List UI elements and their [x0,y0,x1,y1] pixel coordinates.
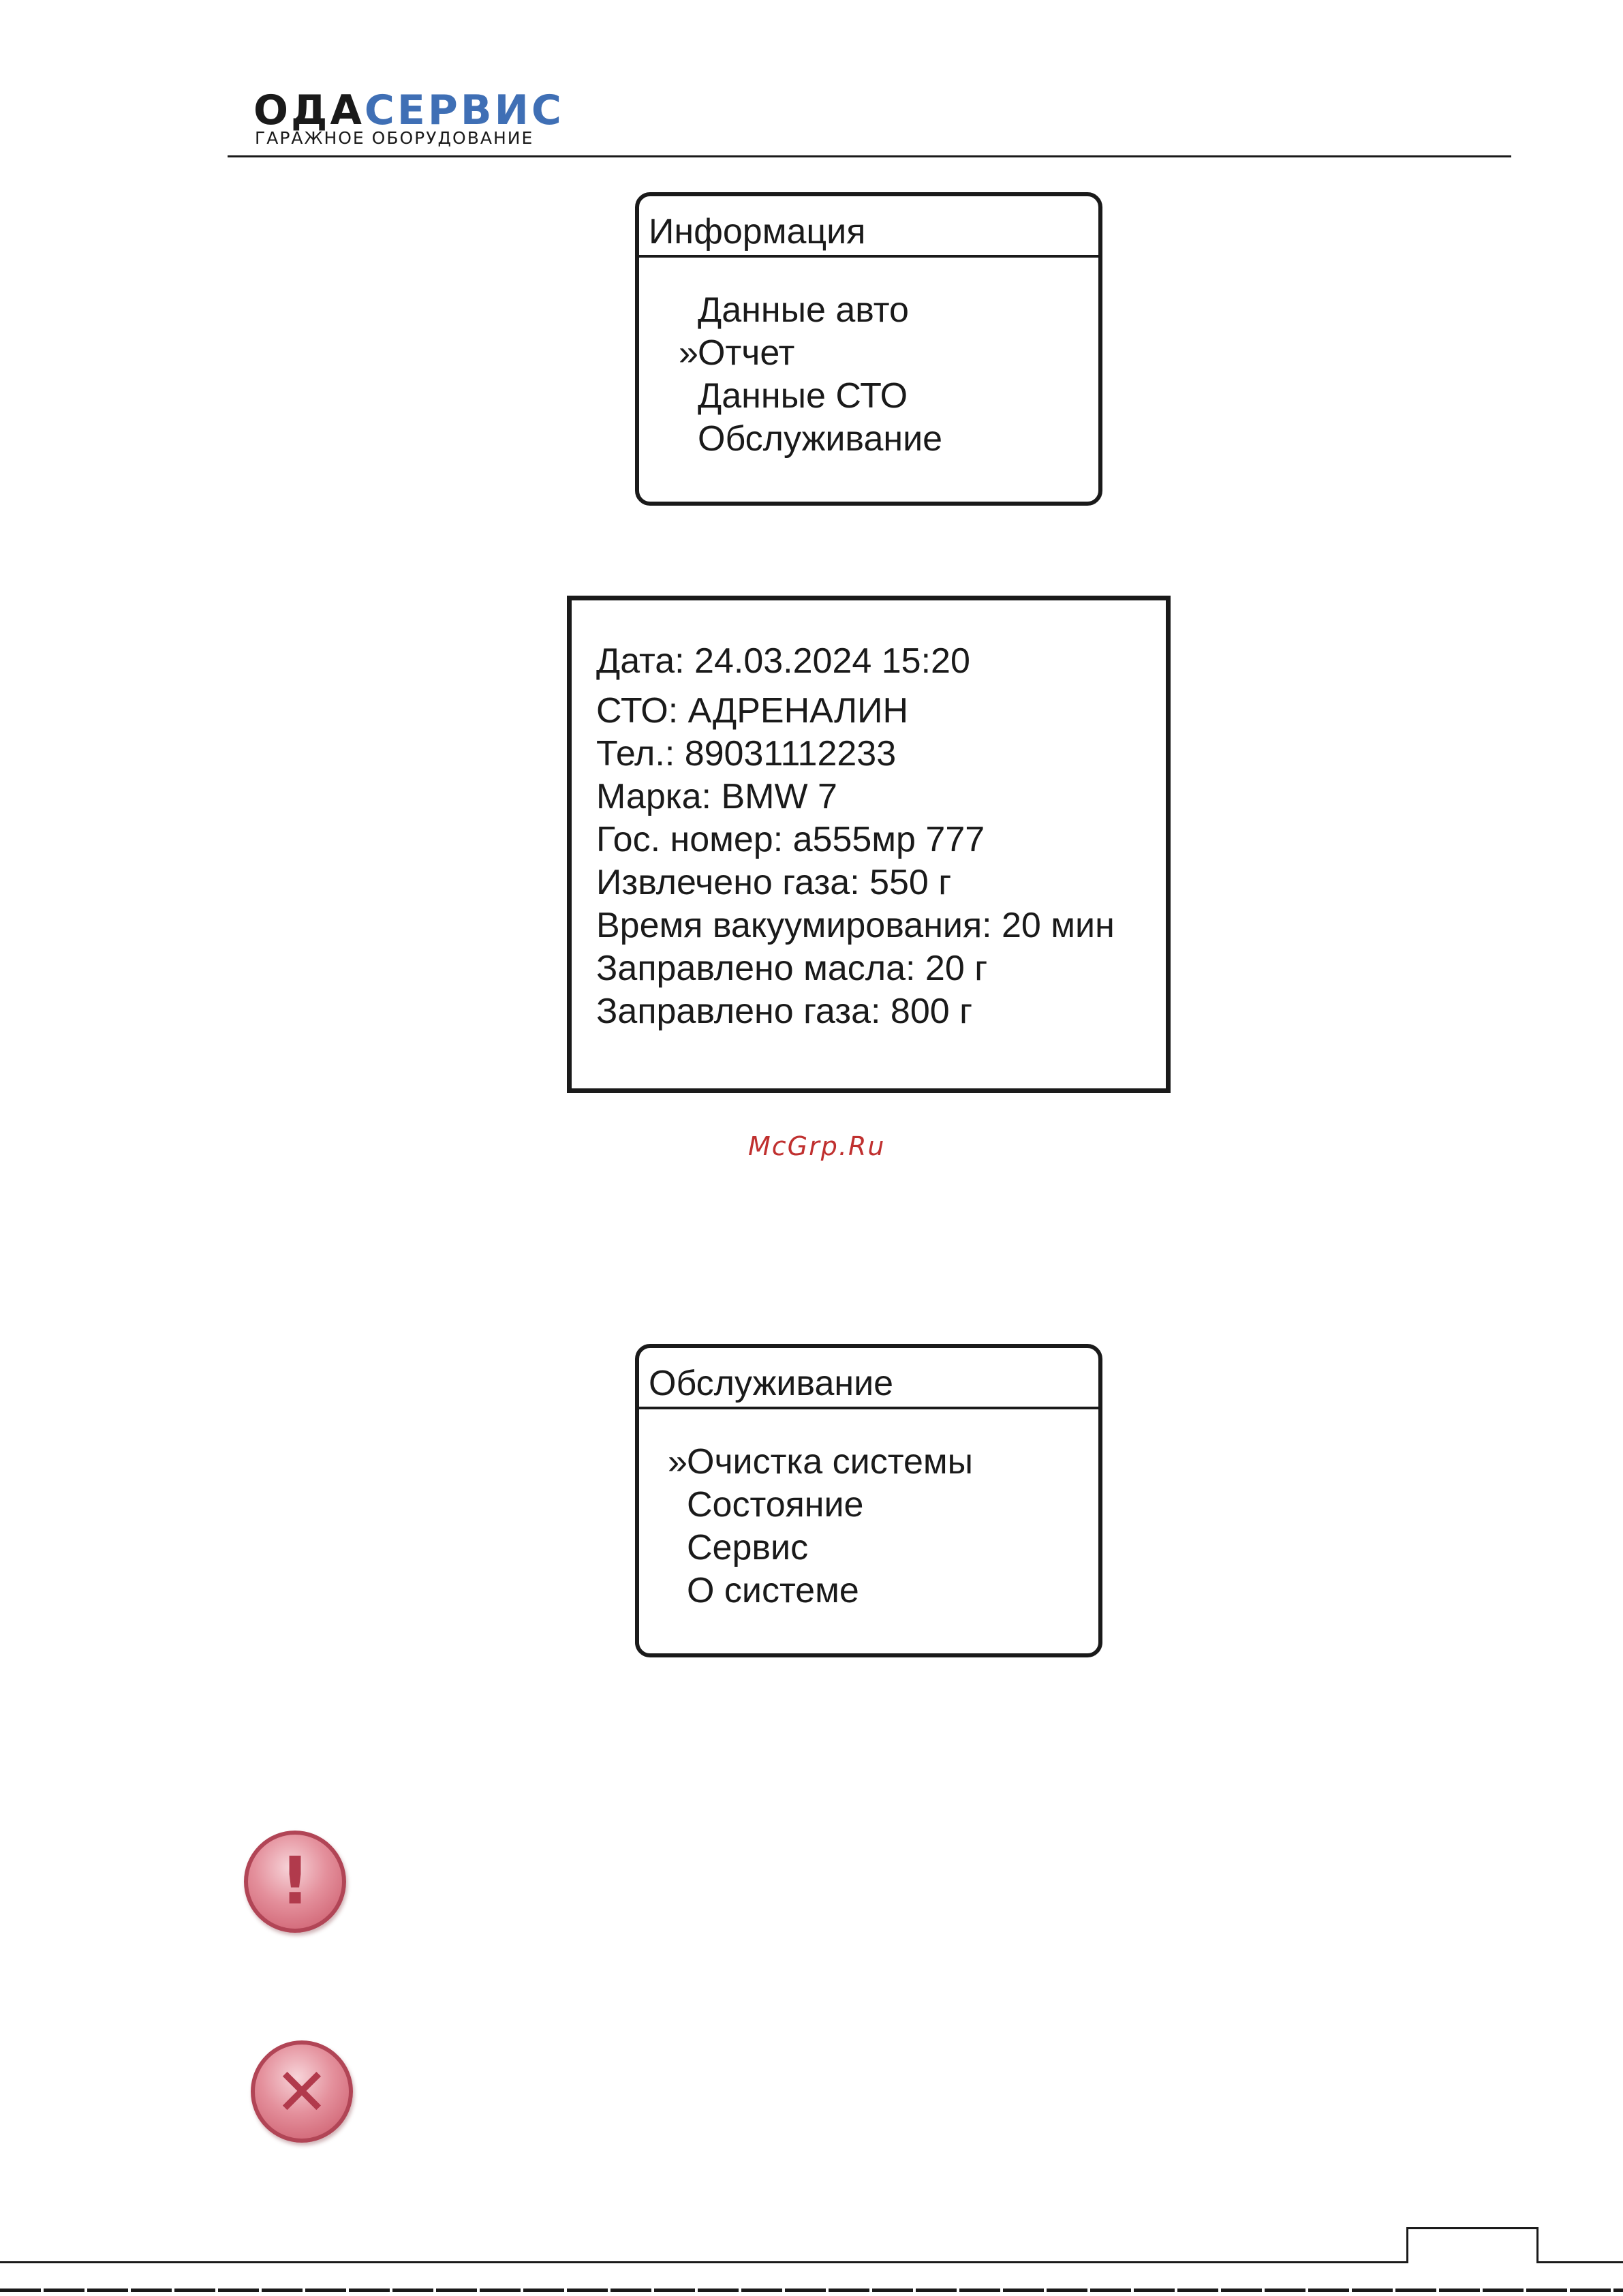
report-line-phone: Тел.: 89031112233 [596,734,897,774]
cross-icon [251,2040,353,2143]
company-logo [253,87,567,151]
watermark: McGrp.Ru [748,1131,886,1161]
info-menu-list [679,289,942,461]
menu-item-label: О системе [687,1571,859,1610]
report-line-station: СТО: АДРЕНАЛИН [596,691,909,731]
info-menu-title: Информация [649,212,866,251]
report-line-plate: Гос. номер: а555мр 777 [596,820,985,859]
menu-cursor: » [668,1442,687,1482]
page-number-tab [1406,2227,1539,2263]
menu-item-label: Данные СТО [698,376,908,416]
info-menu-item-report[interactable] [679,332,942,375]
exclamation-icon [244,1831,346,1933]
menu-cursor: » [679,333,698,373]
service-menu-item-service[interactable] [668,1527,973,1570]
service-menu-item-status[interactable] [668,1484,973,1527]
service-menu-title: Обслуживание [649,1364,894,1403]
report-line-gas-charged: Заправлено газа: 800 г [596,992,973,1031]
menu-item-label: Отчет [698,333,795,373]
menu-item-label: Обслуживание [698,419,943,459]
report-line-gas-recovered: Извлечено газа: 550 г [596,863,952,902]
menu-item-label: Данные авто [698,290,909,330]
logo-tagline: ГАРАЖНОЕ ОБОРУДОВАНИЕ [255,128,534,148]
report-line-vacuum-time: Время вакуумирования: 20 мин [596,906,1115,945]
service-menu-divider [639,1407,1098,1409]
report-line-oil-charged: Заправлено масла: 20 г [596,949,988,988]
service-menu-list [668,1441,973,1612]
footer-rule-left [0,2261,1408,2263]
menu-item-label: Сервис [687,1528,809,1567]
info-menu-item-maintenance[interactable] [679,418,942,461]
info-menu-screen [635,192,1102,506]
footer-bottom-rule [0,2289,1623,2292]
service-menu-item-system-cleaning[interactable] [668,1441,973,1484]
menu-item-label: Состояние [687,1485,864,1525]
report-line-date: Дата: 24.03.2024 15:20 [596,641,970,681]
logo-part-oda: ОДА [253,87,365,134]
info-menu-divider [639,255,1098,258]
report-line-brand: Марка: BMW 7 [596,777,837,816]
info-menu-item-car-data[interactable] [679,289,942,332]
service-menu-item-about[interactable] [668,1570,973,1612]
logo-part-service: СЕРВИС [364,87,564,134]
footer-rule-right [1537,2261,1623,2263]
exclamation-glyph: ! [280,1843,310,1919]
header-divider [228,155,1511,157]
service-menu-screen [635,1344,1102,1657]
menu-item-label: Очистка системы [687,1442,973,1482]
report-lines [596,640,1115,1033]
logo-wordmark [253,87,564,134]
info-menu-item-station-data[interactable] [679,375,942,418]
report-screen [567,596,1171,1093]
cross-glyph: ✕ [274,2054,330,2130]
